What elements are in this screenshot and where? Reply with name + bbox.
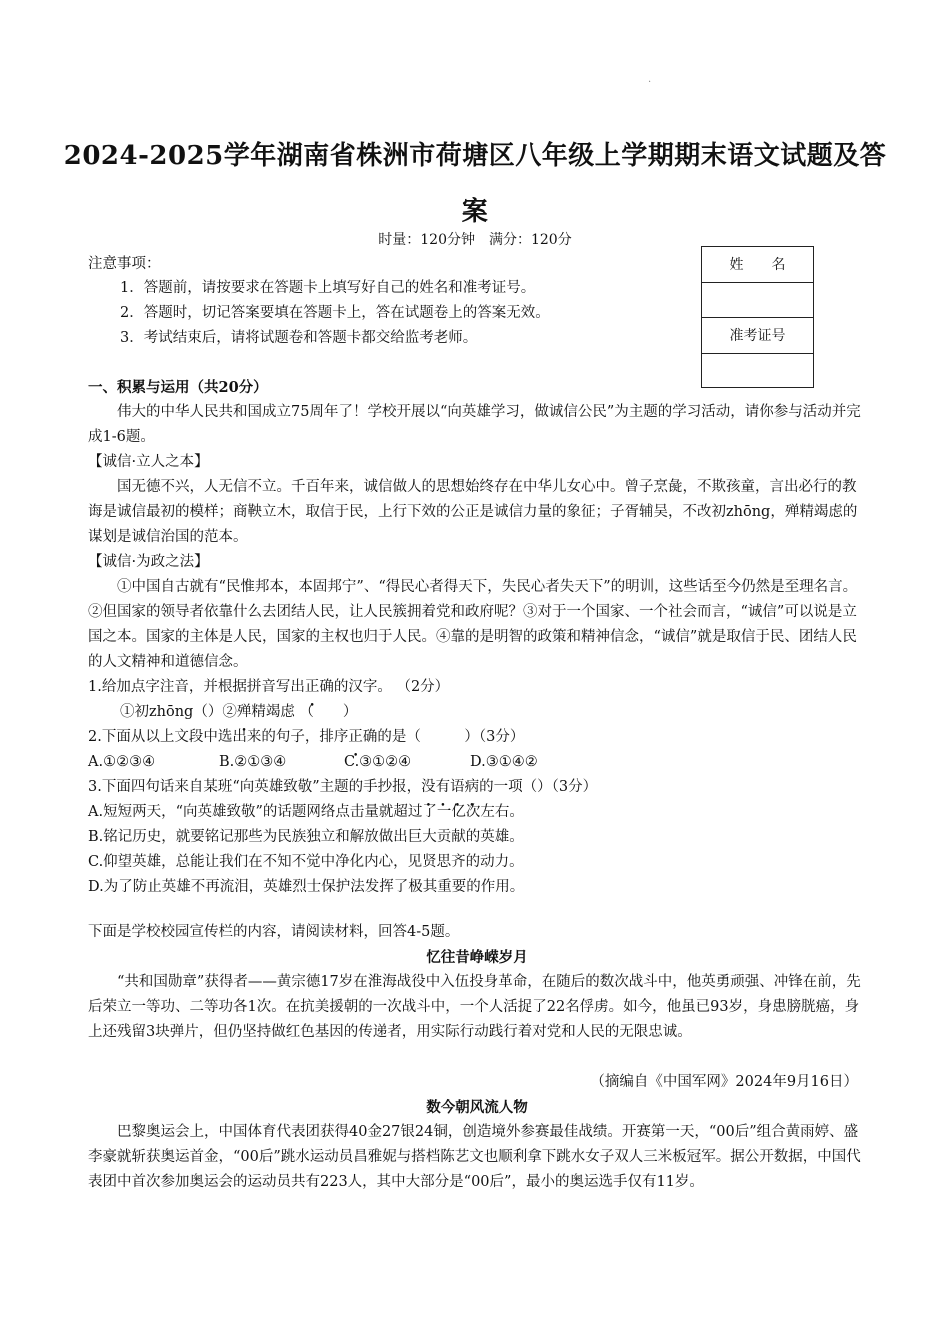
block-text: 国无德不兴，人无信不立。千百年来，诚信做人的思想始终存在中华儿女心中。曾子烹彘，不欺孩童，言出必行的教诲是诚信最初的模样；商鞅立木，取信于民，上行下效的公正是诚信力量的象征；子胥辅吴，不改初zhōng，殚精竭虑的谋划是诚信治国的范本。 xyxy=(88,479,858,545)
question-3-option: B.铭记历史，就要铭记那些为民族独立和解放做出巨大贡献的英雄。 xyxy=(88,829,524,845)
material-intro: 下面是学校校园宣传栏的内容，请阅读材料，回答4-5题。 xyxy=(88,924,460,940)
student-info-box xyxy=(701,246,814,388)
section-intro: 伟大的中华人民共和国成立75周年了！学校开展以“向英雄学习，做诚信公民”为主题的学习活动，请你参与活动并完成1-6题。 xyxy=(88,404,861,445)
article-text: 巴黎奥运会上，中国体育代表团获得40金27银24铜，创造境外参赛最佳战绩。开赛第一天，“00后”组合黄雨婷、盛李豪就斩获奥运首金，“00后”跳水运动员昌雅妮与搭档陈艺文也顺利拿下跳水女子双人三米板冠军。据公开数据，中国代表团中首次参加奥运会的运动员共有223人，其中大部分是“00后”，最小的奥运选手仅有11岁。 xyxy=(88,1124,861,1190)
question-3-option: A.短短两天，“向英雄致敬”的话题网络点击量就超过了一亿次左右。 xyxy=(88,804,524,820)
article-title: 忆往昔峥嵘岁月 xyxy=(426,949,528,966)
question-1-blanks: ①初zhōng（）②殚精竭虑 （ ） xyxy=(120,704,358,720)
question-2: 2.下面从以上文段中选出来的句子，排序正确的是（ ）（3分） xyxy=(88,729,525,745)
article-title: 数今朝风流人物 xyxy=(426,1099,528,1116)
section-heading: 一、积累与运用（共20分） xyxy=(88,379,268,396)
exam-number-label: 准考证号 xyxy=(702,318,813,354)
article-source: （摘编自《中国军网》2024年9月16日） xyxy=(590,1074,858,1090)
page-title xyxy=(60,128,890,240)
article-text: “共和国勋章”获得者——黄宗德17岁在淮海战役中入伍投身革命，在随后的数次战斗中，他英勇顽强、冲锋在前，先后荣立一等功、二等功各1次。在抗美援朝的一次战斗中，一个人活捉了22名俘虏。如今，他虽已93岁，身患膀胱癌，身上还残留3块弹片，但仍坚持做红色基因的传递者，用实际行动践行着对党和人民的无限忠诚。 xyxy=(88,974,861,1040)
name-field[interactable] xyxy=(702,283,813,319)
option: C.③①②④ xyxy=(344,754,412,770)
block-text: ①中国自古就有“民惟邦本，本固邦宁”、“得民心者得天下，失民心者失天下”的明训，这些话至今仍然是至理名言。②但国家的领导者依靠什么去团结人民，让人民簇拥着党和政府呢？③对于一个国家、一个社会而言，“诚信”可以说是立国之本。国家的主体是人民，国家的主权也归于人民。④靠的是明智的政策和精神信念，“诚信”就是取信于民、团结人民的人文精神和道德信念。 xyxy=(88,579,858,670)
exam-number-field[interactable] xyxy=(702,354,813,390)
notice-item: 1．答题前，请按要求在答题卡上填写好自己的姓名和准考证号。 xyxy=(120,280,536,296)
question-1: 1.给加点字注音，并根据拼音写出正确的汉字。 （2分） xyxy=(88,679,450,695)
option: A.①②③④ xyxy=(88,754,156,770)
block-title: 【诚信·立人之本】 xyxy=(88,454,209,470)
block-title: 【诚信·为政之法】 xyxy=(88,554,209,570)
question-3: 3.下面四句话来自某班“向英雄致敬”主题的手抄报，没有语病的一项（）（3分） xyxy=(88,779,598,795)
option: D.③①④② xyxy=(470,754,538,770)
notice-item: 3．考试结束后，请将试题卷和答题卡都交给监考老师。 xyxy=(120,330,478,346)
question-2-options xyxy=(88,750,538,775)
time-score: 时量：120分钟 满分：120分 xyxy=(378,232,572,248)
question-3-option: C.仰望英雄，总能让我们在不知不觉中净化内心，见贤思齐的动力。 xyxy=(88,854,524,870)
notice-heading: 注意事项： xyxy=(88,256,161,272)
header-dot: . xyxy=(648,74,652,85)
title-line-2: 案 xyxy=(461,197,489,227)
notice-item: 2．答题时，切记答案要填在答题卡上，答在试题卷上的答案无效。 xyxy=(120,305,550,321)
title-line-1: 2024-2025学年湖南省株洲市荷塘区八年级上学期期末语文试题及答 xyxy=(63,141,887,171)
question-3-option: D.为了防止英雄不再流泪，英雄烈士保护法发挥了极其重要的作用。 xyxy=(88,879,525,895)
name-label: 姓 名 xyxy=(702,247,813,283)
option: B.②①③④ xyxy=(219,754,287,770)
